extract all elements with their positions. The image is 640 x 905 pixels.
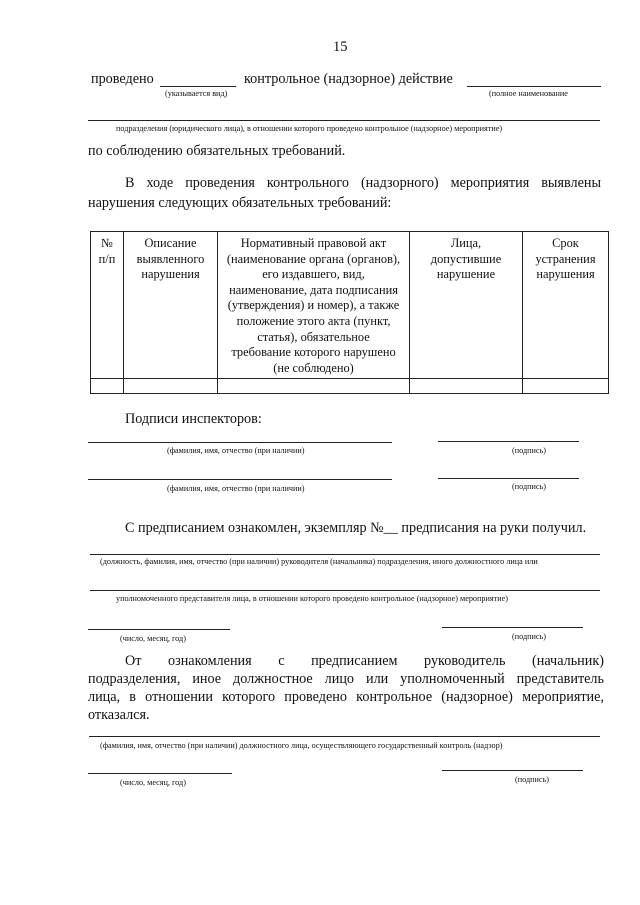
header-word-conducted: проведено [91,71,154,87]
refused-date-hint: (число, месяц, год) [120,778,186,787]
column-header: Лица, допустившие нарушение [410,232,523,379]
refused-official-hint: (фамилия, имя, отчество (при наличии) должностного лица, осуществляющего государственный контроль (надзор) [100,741,503,750]
compliance-line: по соблюдению обязательных требований. [88,143,346,159]
refused-word: руководитель [424,653,506,669]
refused-line-1 [125,653,604,670]
inspector-2-fio-hint: (фамилия, имя, отчество (при наличии) [167,484,305,493]
refused-line-2: подразделения, иное должностное лицо или уполномоченный представитель [88,671,604,687]
refused-word: От [125,653,142,669]
acquainted-hint-1: (должность, фамилия, имя, отчество (при наличии) руководителя (начальника) подразделения, иного должностного лица или [100,557,538,566]
inspector-2-sign-hint: (подпись) [512,482,546,491]
violations-table [90,231,609,394]
table-cell[interactable] [410,379,523,394]
intro-line-2: нарушения следующих обязательных требований: [88,195,392,211]
inspector-1-fio-hint: (фамилия, имя, отчество (при наличии) [167,446,305,455]
inspector-1-sign-line [438,441,579,442]
inspector-2-fio-line [88,479,392,480]
refused-line-3: лица, в отношении которого проведено контрольное (надзорное) мероприятие, [88,689,604,705]
acquainted-date-line [88,629,230,630]
refused-word: предписанием [311,653,398,669]
header-word-action: контрольное (надзорное) действие [244,71,453,87]
column-header: № п/п [91,232,124,379]
inspector-1-fio-line [88,442,392,443]
hint-full-name: (полное наименование [489,89,568,98]
acquainted-date-hint: (число, месяц, год) [120,634,186,643]
hint-type: (указывается вид) [165,89,228,98]
refused-date-line [88,773,232,774]
column-header: Описание выявленного нарушения [124,232,218,379]
inspector-1-sign-hint: (подпись) [512,446,546,455]
page-number: 15 [333,39,348,55]
acquainted-sign-line [442,627,583,628]
inspectors-title: Подписи инспекторов: [125,411,262,427]
full-name-fill-line [467,86,601,87]
table-row [91,379,609,394]
refused-line-4: отказался. [88,707,150,723]
column-header: Срок устранения нарушения [523,232,609,379]
intro-line-1: В ходе проведения контрольного (надзорного) мероприятия выявлены [125,175,601,191]
acquainted-position-line [90,554,600,555]
table-cell[interactable] [523,379,609,394]
refused-word: (начальник) [532,653,604,669]
acquainted-sign-hint: (подпись) [512,632,546,641]
table-cell[interactable] [218,379,410,394]
column-header: Нормативный правовой акт (наименование органа (органов), его издавшего, вид, наименование, дата подписания (утверждения) и номер), а также положение этого акта (пункт, статья), обязательное требование которого нарушено (не соблюдено) [218,232,410,379]
acquainted-text: С предписанием ознакомлен, экземпляр №__ предписания на руки получил. [125,520,587,536]
acquainted-representative-line [90,590,600,591]
acquainted-hint-2: уполномоченного представителя лица, в отношении которого проведено контрольное (надзорное) мероприятие) [116,594,508,603]
hint-subdivision: подразделения (юридического лица), в отношении которого проведено контрольное (надзорное) мероприятие) [116,124,503,133]
refused-official-line [89,736,600,737]
refused-sign-line [442,770,583,771]
refused-word: ознакомления [168,653,252,669]
table-cell[interactable] [124,379,218,394]
refused-word: с [278,653,285,669]
inspector-2-sign-line [438,478,579,479]
subdivision-fill-line [88,120,600,121]
type-fill-line [160,86,236,87]
table-cell[interactable] [91,379,124,394]
refused-sign-hint: (подпись) [515,775,549,784]
table-header-row [91,232,609,379]
